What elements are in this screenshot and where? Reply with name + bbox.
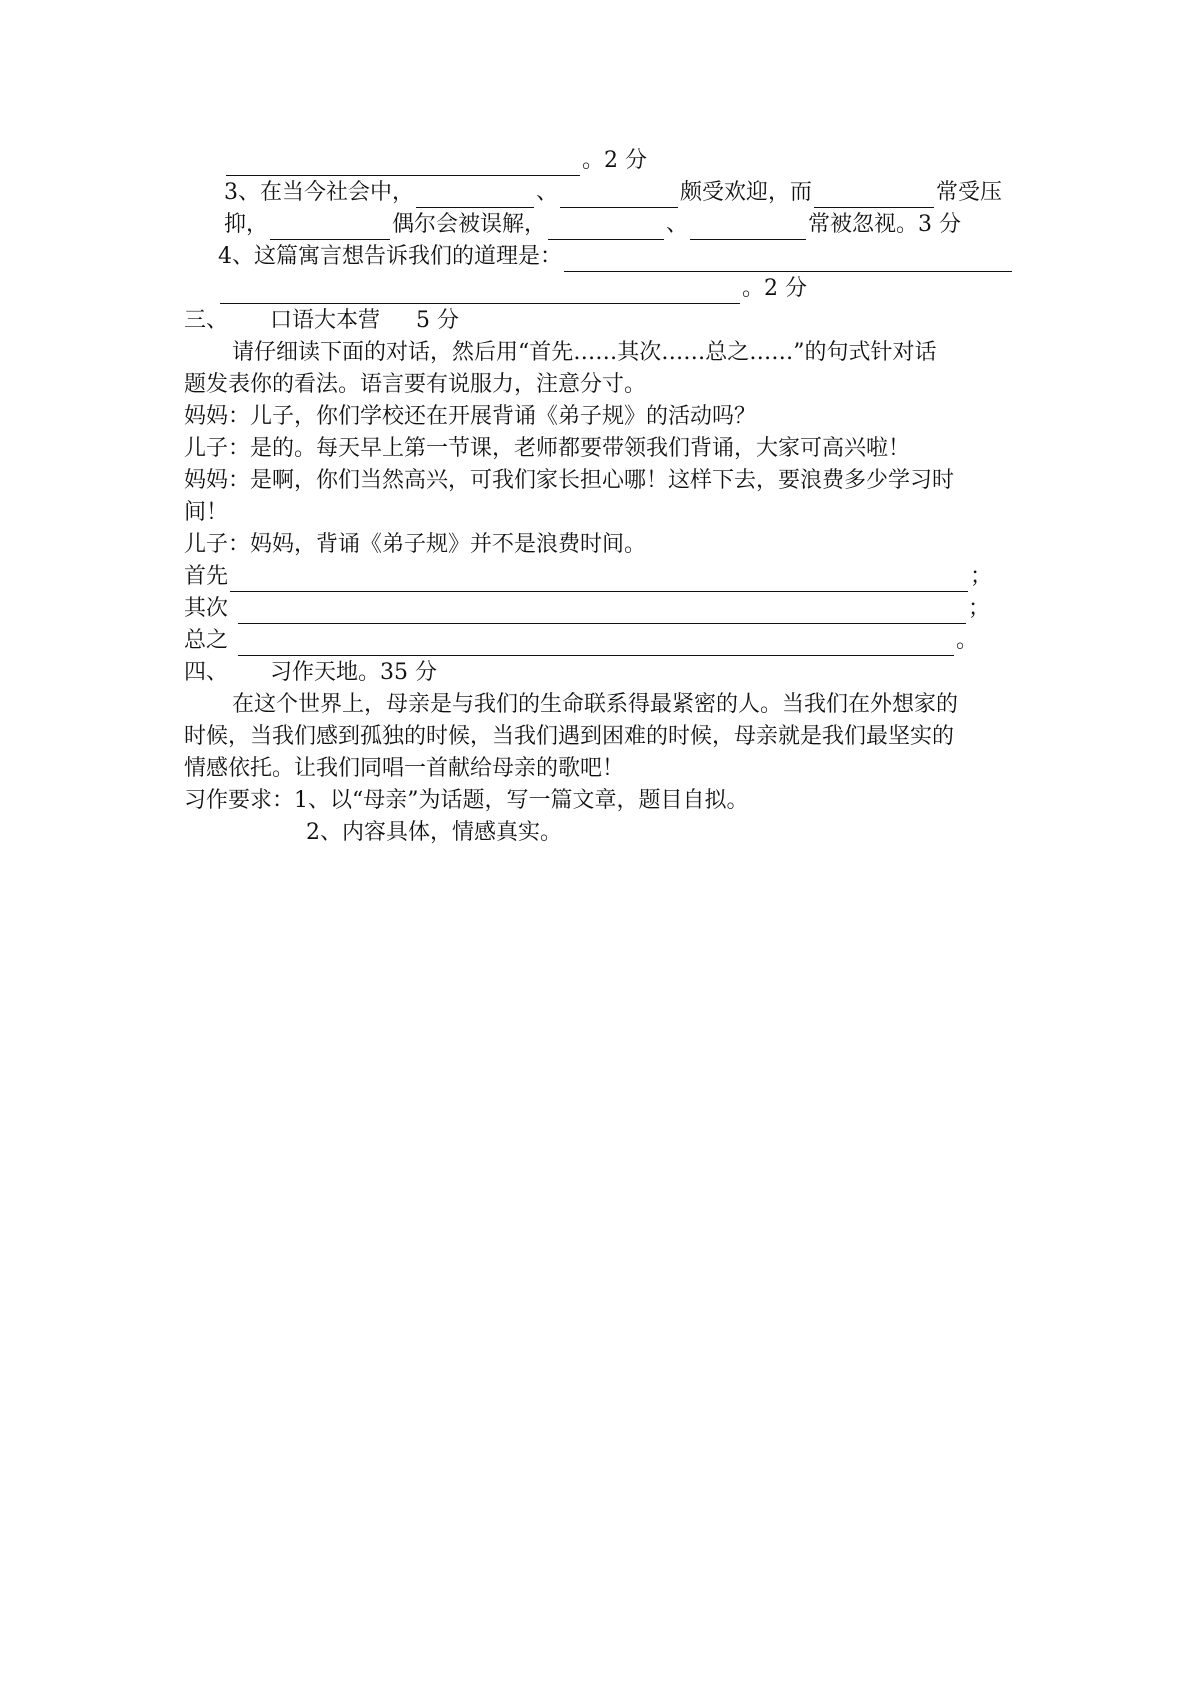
prompt-text: 在这个世界上，母亲是与我们的生命联系得最紧密的人。当我们在外想家的	[232, 692, 959, 717]
requirement-label: 习作要求：	[184, 788, 295, 813]
section-3-score: 5 分	[416, 308, 460, 333]
answer-finally	[184, 626, 978, 656]
answer-second	[184, 594, 990, 624]
answer-first-end: ；	[970, 564, 993, 589]
answer-blank[interactable]	[238, 631, 954, 656]
q2-score: 。2 分	[582, 148, 647, 173]
requirement-text: 1、以“母亲”为话题，写一篇文章，题目自拟。	[294, 788, 749, 813]
prompt-text: 时候，当我们感到孤独的时候，当我们遇到困难的时候，母亲就是我们最坚实的	[184, 724, 955, 749]
answer-second-end: ；	[968, 596, 991, 621]
answer-finally-end: 。	[956, 628, 979, 653]
answer-second-label: 其次	[184, 596, 229, 621]
answer-first	[184, 562, 992, 592]
answer-blank[interactable]	[564, 247, 1012, 272]
q3-text-e: 偶尔会被误解，	[392, 212, 547, 237]
q4-question: 4、这篇寓言想告诉我们的道理是：	[218, 244, 562, 269]
section-3-heading	[184, 306, 459, 336]
q3-separator: 、	[536, 180, 559, 205]
intro-text: 请仔细读下面的对话，然后用“首先……其次……总之……”的句式针对话	[232, 340, 937, 365]
answer-blank[interactable]	[814, 183, 934, 208]
q3-text-d: 抑，	[224, 212, 269, 237]
q3-line-2	[224, 210, 961, 240]
section-4-para-3	[184, 754, 624, 784]
q3-line-1	[224, 178, 1002, 208]
q3-text-f: 常被忽视。3 分	[808, 212, 962, 237]
answer-first-label: 首先	[184, 564, 229, 589]
q3-text-a: 3、在当今社会中，	[224, 180, 414, 205]
answer-finally-label: 总之	[184, 628, 229, 653]
section-3-intro-2	[184, 370, 646, 400]
answer-blank[interactable]	[560, 183, 678, 208]
q4-line-2	[218, 274, 807, 304]
answer-blank[interactable]	[270, 215, 390, 240]
q3-text-c: 常受压	[936, 180, 1003, 205]
dialogue-line	[184, 466, 954, 496]
requirement-text: 2、内容具体，情感真实。	[306, 820, 562, 845]
section-4-number: 四、	[184, 660, 229, 685]
section-4-heading	[184, 658, 437, 688]
dialogue-text: 儿子：是的。每天早上第一节课，老师都要带领我们背诵，大家可高兴啦！	[184, 436, 911, 461]
dialogue-line	[184, 402, 756, 432]
answer-blank[interactable]	[416, 183, 534, 208]
dialogue-text: 儿子：妈妈，背诵《弟子规》并不是浪费时间。	[184, 532, 647, 557]
intro-text: 题发表你的看法。语言要有说服力，注意分寸。	[184, 372, 647, 397]
answer-blank[interactable]	[226, 151, 580, 176]
prompt-text: 情感依托。让我们同唱一首献给母亲的歌吧！	[184, 756, 625, 781]
q3-text-b: 颇受欢迎，而	[680, 180, 813, 205]
section-4-para-2	[184, 722, 954, 752]
q2-answer-line	[224, 146, 647, 176]
dialogue-text: 妈妈：儿子，你们学校还在开展背诵《弟子规》的活动吗？	[184, 404, 757, 429]
section-4-para-1	[232, 690, 958, 720]
q3-separator: 、	[666, 212, 689, 237]
dialogue-text: 妈妈：是啊，你们当然高兴，可我们家长担心哪！这样下去，要浪费多少学习时	[184, 468, 955, 493]
dialogue-line	[184, 498, 228, 528]
answer-blank[interactable]	[230, 567, 968, 592]
answer-blank[interactable]	[238, 599, 966, 624]
answer-blank[interactable]	[690, 215, 806, 240]
q4-score: 。2 分	[742, 276, 807, 301]
requirement-1	[184, 786, 749, 816]
dialogue-text: 间！	[184, 500, 229, 525]
section-4-title: 习作天地。35 分	[270, 660, 438, 685]
dialogue-line	[184, 530, 646, 560]
section-3-intro-1	[232, 338, 937, 368]
section-3-title: 口语大本营	[270, 308, 381, 333]
requirement-2	[306, 818, 562, 848]
q4-line-1	[218, 242, 1014, 272]
answer-blank[interactable]	[220, 279, 740, 304]
section-3-number: 三、	[184, 308, 229, 333]
answer-blank[interactable]	[548, 215, 664, 240]
dialogue-line	[184, 434, 910, 464]
